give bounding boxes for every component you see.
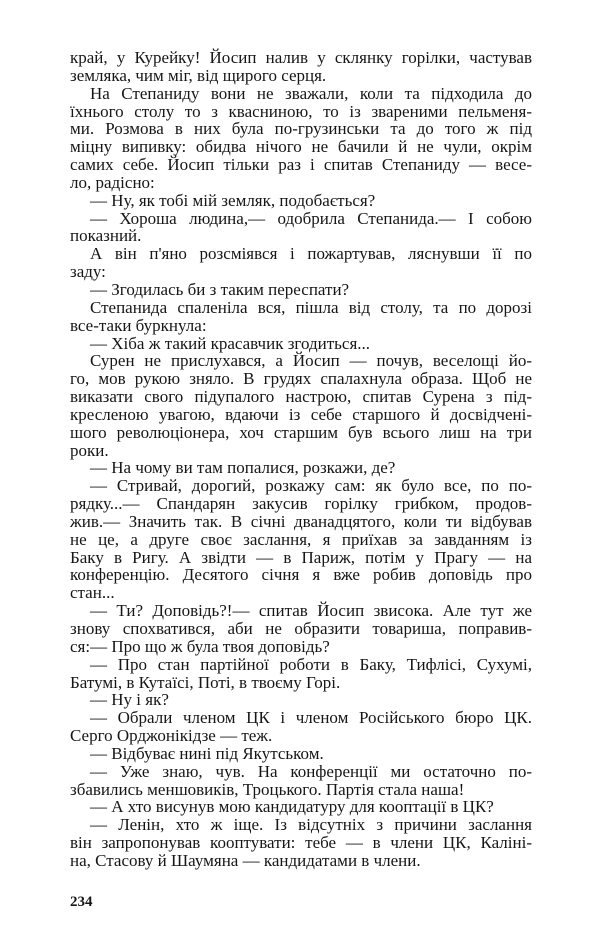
text-line: — Уже знаю, чув. На конференції ми остаточно по- [90,761,532,781]
text-line: — Ну і як? [90,690,169,710]
text-line: кресленою увагою, вдаючи із себе старшого й досвідчені- [70,404,532,424]
paragraph [70,745,532,763]
text-line: ло, радісно: [70,172,155,192]
text-line: — Ленін, хто ж іще. Із відсутніх з причини заслання [90,815,532,835]
text-line: го, мов рукою зняло. В грудях спалахнула образа. Щоб не [70,369,532,389]
paragraph [70,210,532,246]
paragraph [70,192,532,210]
text-line: на, Стасову й Шаумяна — кандидатами в члени. [70,850,421,870]
text-line: — На чому ви там попалися, розкажи, де? [90,458,396,478]
paragraph [70,798,532,816]
text-line: заду: [70,262,106,282]
text-line: все-таки буркнула: [70,315,207,335]
paragraph [70,459,532,477]
paragraph [70,49,532,85]
text-line: рядку...— Спандарян закусив горілку грибком, продов- [70,494,532,514]
text-line: — Стривай, дорогий, розкажу сам: як було все, по по- [90,476,532,496]
text-line: Баку в Ригу. А звідти — в Париж, потім у Прагу — на [70,547,532,567]
text-line: збавились меншовиків, Троцького. Партія стала наша! [70,779,465,799]
text-line: знову спохватився, аби не образити товариша, поправив- [70,619,532,638]
paragraph [70,335,532,353]
paragraph [70,245,532,281]
text-line: — Хіба ж такий красавчик згодиться... [90,333,371,353]
text-line: Батумі, в Кутаїсі, Поті, в твоєму Горі. [70,672,341,692]
text-line: На Степаниду вони не зважали, коли та підходила до [90,83,532,103]
paragraph [70,477,532,602]
paragraph [70,299,532,335]
paragraph [70,709,532,745]
text-line: — Обрали членом ЦК і членом Російського бюро ЦК. [90,708,532,728]
text-line: — Про стан партійної роботи в Баку, Тифлісі, Сухумі, [90,654,532,674]
paragraph [70,85,532,192]
text-line: ми. Розмова в них була по-грузинськи та до того ж під [70,119,532,139]
text-line: показний. [70,226,142,246]
text-line: Сурен не прислухався, а Йосип — почув, веселощі йо- [90,351,532,371]
text-line: Степанида спаленіла вся, пішла від столу, та по дорозі [90,297,532,317]
text-line: самих себе. Йосип тільки раз і спитав Степаниду — весе- [70,155,532,175]
paragraph [70,816,532,870]
text-line: стан... [70,583,115,603]
text-line: роки. [70,440,109,460]
text-line: шого революціонера, хоч старшим був всього лиш на три [70,422,532,442]
text-line: конференцію. Десятого січня я вже робив доповідь про [70,565,532,585]
paragraph [70,602,532,656]
text-line: — Ти? Доповідь?!— спитав Йосип звисока. Але тут же [90,601,532,621]
text-line: край, у Курейку! Йосип налив у склянку горілки, частував [70,48,532,67]
text-line: міцну випивку: обидва нічого не бачили й не чули, окрім [70,137,532,157]
page-number: 234 [70,894,93,910]
paragraph [70,763,532,799]
text-line: — Згодилась би з таким переспати? [90,279,350,299]
paragraph [70,691,532,709]
text-line: виказати свого підупалого настрою, спитав Сурена з під- [70,387,532,407]
text-line: — Ну, як тобі мій земляк, подобається? [90,190,376,210]
paragraph [70,352,532,459]
text-line: він запропонував кооптувати: тебе — в члени ЦК, Каліні- [70,833,532,853]
paragraph [70,281,532,299]
text-line: Серго Орджонікідзе — теж. [70,726,273,746]
text-line: — Хороша людина,— одобрила Степанида.— І собою [90,208,532,228]
page-body-text [70,49,532,870]
text-line: — Відбуває нині під Якутськом. [90,743,324,763]
text-line: А він п'яно розсміявся і пожартував, ляснувши її по [90,244,532,264]
paragraph [70,656,532,692]
text-line: — А хто висунув мою кандидатуру для кооптації в ЦК? [90,797,494,817]
text-line: земляка, чим міг, від щирого серця. [70,65,327,85]
text-line: жив.— Значить так. В січні дванадцятого, коли ти відбував [70,511,532,531]
text-line: ся:— Про що ж була твоя доповідь? [70,636,330,656]
text-line: не це, а друге своє заслання, я приїхав за завданням із [70,529,532,549]
text-line: їхнього столу то з квасниною, то із звареними пельменя- [70,101,532,121]
